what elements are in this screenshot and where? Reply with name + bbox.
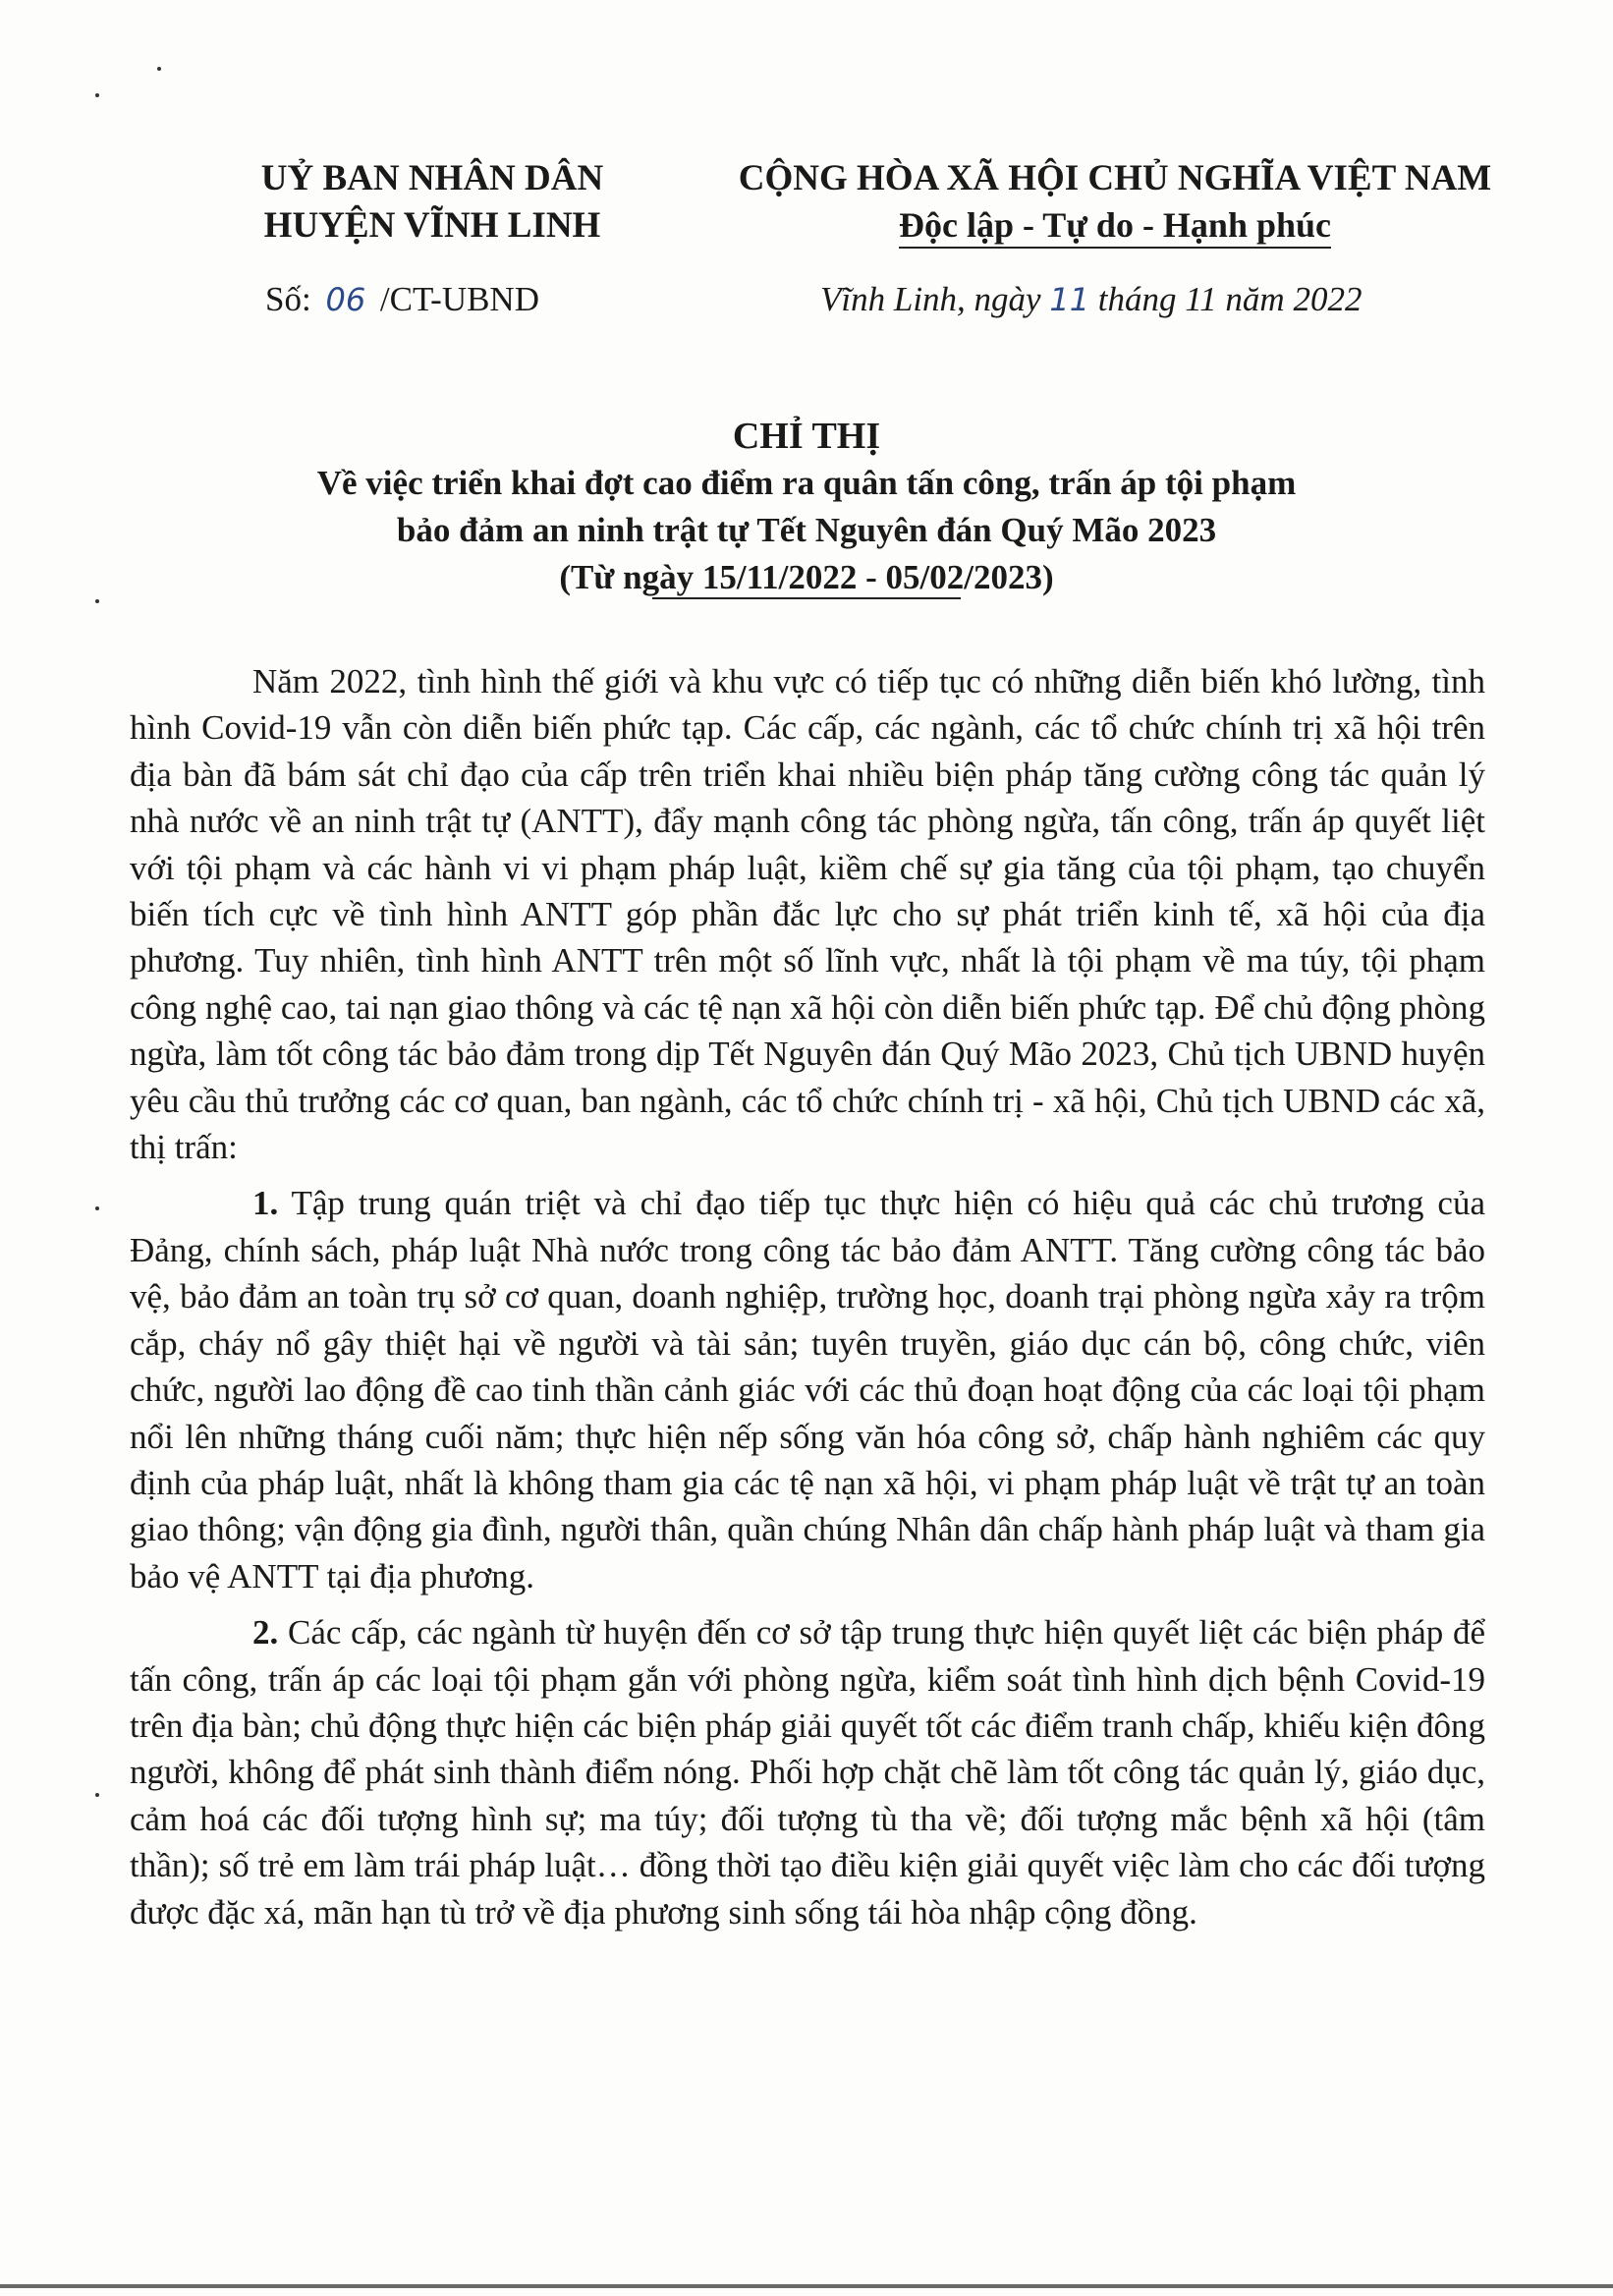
- period-wrap: [559, 554, 1053, 601]
- scan-edge-line: [0, 2284, 1613, 2288]
- number-suffix: /CT-UBND: [379, 280, 539, 318]
- item-1-text: Tập trung quán triệt và chỉ đạo tiếp tục thực hiện có hiệu quả các chủ trương của Đảng, chính sách, pháp luật Nhà nước trong công tác bảo đảm ANTT. Tăng cường công tác bảo vệ, bảo đảm an toàn trụ sở cơ quan, doanh nghiệp, trường học, doanh trại phòng ngừa xảy ra trộm cắp, cháy nổ gây thiệt hại về người và tài sản; tuyên truyền, giáo dục cán bộ, công chức, viên chức, người lao động đề cao tinh thần cảnh giác với các thủ đoạn hoạt động của các loại tội phạm nổi lên những tháng cuối năm; thực hiện nếp sống văn hóa công sở, chấp hành nghiêm các quy định của pháp luật, nhất là không tham gia các tệ nạn xã hội, vi phạm pháp luật về trật tự an toàn giao thông; vận động gia đình, người thân, quần chúng Nhân dân chấp hành pháp luật và tham gia bảo vệ ANTT tại địa phương.: [130, 1184, 1485, 1596]
- scan-speck: [95, 1206, 99, 1210]
- handwritten-number: 06: [325, 281, 366, 318]
- item-2-text: Các cấp, các ngành từ huyện đến cơ sở tập trung thực hiện quyết liệt các biện pháp để tấn công, trấn áp các loại tội phạm gắn với phòng ngừa, kiểm soát tình hình dịch bệnh Covid-19 trên địa bàn; chủ động thực hiện các biện pháp giải quyết tốt các điểm tranh chấp, khiếu kiện đông người, không để phát sinh thành điểm nóng. Phối hợp chặt chẽ làm tốt công tác quản lý, giáo dục, cảm hoá các đối tượng hình sự; ma túy; đối tượng tù tha về; đối tượng mắc bệnh xã hội (tâm thần); số trẻ em làm trái pháp luật… đồng thời tạo điều kiện giải quyết việc làm cho các đối tượng được đặc xá, mãn hạn tù trở về địa phương sinh sống tái hòa nhập cộng đồng.: [130, 1613, 1485, 1932]
- scan-speck: [95, 1793, 99, 1797]
- subject-line-2: bảo đảm an ninh trật tự Tết Nguyên đán Quý Mão 2023: [396, 511, 1217, 549]
- place-date-suffix: tháng 11 năm 2022: [1097, 280, 1363, 318]
- issuing-authority: [211, 155, 653, 250]
- national-motto: Độc lập - Tự do - Hạnh phúc: [899, 203, 1331, 249]
- item-1-paragraph: [130, 1180, 1485, 1599]
- period-underline: [652, 597, 960, 599]
- item-2-paragraph: [130, 1609, 1485, 1935]
- subject-line-1: Về việc triển khai đợt cao điểm ra quân tấn công, trấn áp tội phạm: [316, 464, 1297, 502]
- authority-line-2: [211, 202, 653, 250]
- document-header: [0, 155, 1613, 342]
- item-1-number: 1.: [252, 1184, 279, 1223]
- scan-speck: [95, 93, 99, 97]
- item-2-number: 2.: [252, 1613, 279, 1652]
- document-title: [0, 413, 1613, 601]
- place-and-date: [820, 280, 1362, 319]
- national-motto-wrap: [688, 202, 1542, 250]
- authority-line-1: UỶ BAN NHÂN DÂN: [260, 158, 604, 198]
- scan-speck: [157, 67, 161, 71]
- authority-district: HUYỆN VĨNH LINH: [263, 205, 601, 246]
- intro-paragraph: Năm 2022, tình hình thế giới và khu vực có tiếp tục có những diễn biến khó lường, tình hình Covid-19 vẫn còn diễn biến phức tạp. Các cấp, các ngành, các tổ chức chính trị xã hội trên địa bàn đã bám sát chỉ đạo của cấp trên triển khai nhiều biện pháp tăng cường công tác quản lý nhà nước về an ninh trật tự (ANTT), đẩy mạnh công tác phòng ngừa, tấn công, trấn áp quyết liệt với tội phạm và các hành vi vi phạm pháp luật, kiềm chế sự gia tăng của tội phạm, tạo chuyển biến tích cực về tình hình ANTT góp phần đắc lực cho sự phát triển kinh tế, xã hội của địa phương. Tuy nhiên, tình hình ANTT trên một số lĩnh vực, nhất là tội phạm về ma túy, tội phạm công nghệ cao, tai nạn giao thông và các tệ nạn xã hội còn diễn biến phức tạp. Để chủ động phòng ngừa, làm tốt công tác bảo đảm trong dịp Tết Nguyên đán Quý Mão 2023, Chủ tịch UBND huyện yêu cầu thủ trưởng các cơ quan, ban ngành, các tổ chức chính trị - xã hội, Chủ tịch UBND các xã, thị trấn:: [130, 662, 1485, 1167]
- number-prefix: Số:: [265, 280, 311, 318]
- period: (Từ ngày 15/11/2022 - 05/02/2023): [559, 558, 1054, 596]
- national-title: CỘNG HÒA XÃ HỘI CHỦ NGHĨA VIỆT NAM: [738, 158, 1492, 198]
- national-heading: [688, 155, 1542, 250]
- document-number: [265, 280, 539, 319]
- document-body: [130, 658, 1485, 1935]
- period-line: [0, 554, 1613, 601]
- place-date-prefix: Vĩnh Linh, ngày: [820, 280, 1041, 318]
- document-type: CHỈ THỊ: [732, 416, 881, 457]
- handwritten-day: 11: [1049, 281, 1090, 318]
